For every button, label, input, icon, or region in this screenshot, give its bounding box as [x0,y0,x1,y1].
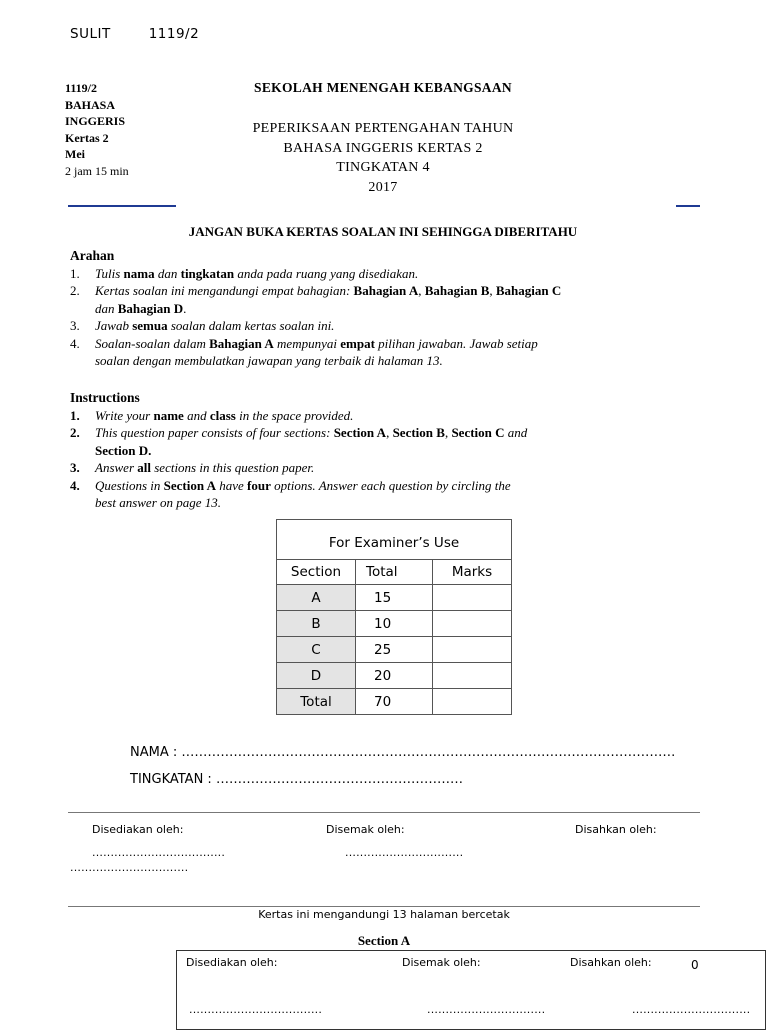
divider [68,812,700,813]
marks-cell[interactable] [433,611,512,637]
examiner-table-header [277,560,512,585]
exam-name: PEPERIKSAAN PERTENGAHAN TAHUN [252,121,514,136]
item-number: 4. [70,335,80,351]
form-field[interactable]: TINGKATAN : ………………………………………………… [130,772,463,787]
approved-by-signature-line[interactable]: ................................ [70,861,189,874]
item-text-part: and [183,407,210,423]
item-text-part: Jawab [95,318,133,333]
item-text-bold: Section B [392,425,445,440]
item-text-bold: empat [340,335,375,351]
item-text-bold: all [137,460,151,475]
item-text-bold: Bahagian A [353,283,419,298]
instruction-item [70,424,527,442]
section-cell: C [277,637,356,663]
item-text-part: options. Answer each question by circling the [270,477,511,493]
item-number [70,494,95,512]
page-marker: 0 [691,958,699,972]
meta-subject-1: BAHASA [65,97,116,112]
item-text-bold: semua [132,318,168,333]
item-text-part: sections in this question paper. [150,460,315,475]
total-cell: 25 [356,637,433,663]
arahan-title: Arahan [70,248,115,263]
approved-by-signature-line[interactable]: ................................ [632,1003,751,1016]
item-text-bold: Bahagian A [209,335,274,351]
section-cell: B [277,611,356,637]
prepared-by-signature-line[interactable]: .................................... [92,846,226,859]
item-text-bold: tingkatan [180,265,235,281]
item-number [70,300,95,318]
divider [68,906,700,907]
exam-year: 2017 [368,179,398,195]
paper-code: 1119/2 [148,26,200,42]
item-text-bold: Bahagian B [424,283,490,298]
meta-duration: 2 jam 15 min [65,163,129,178]
arahan-item [70,335,561,353]
col-header-marks: Marks [433,560,512,585]
col-header-total: Total [356,560,433,585]
prepared-by-label: Disediakan oleh: [92,823,184,836]
arahan-item [70,265,561,283]
exam-subject: BAHASA INGGERIS KERTAS 2 [283,140,483,156]
arahan-item [70,282,561,300]
item-text-part: , [386,425,393,440]
item-number [70,442,95,460]
meta-subject-2: INGGERIS [65,114,126,128]
meta-code: 1119/2 [65,81,98,95]
table-row [277,585,512,611]
item-text-part: This question paper consists of four sections: [95,425,334,440]
item-text-part: dan [95,300,118,316]
prepared-by-signature-line[interactable]: .................................... [189,1003,323,1016]
item-text-part: , [444,425,452,440]
instruction-item-continuation [70,442,527,460]
item-number [70,352,95,370]
instruction-item [70,477,527,495]
instruction-item-continuation [70,494,527,512]
item-text [95,317,334,335]
total-cell: 70 [356,689,433,715]
marks-cell[interactable] [433,637,512,663]
header-rule-left [68,205,176,207]
school-name: SEKOLAH MENENGAH KEBANGSAAN [254,80,512,95]
checked-by-signature-line[interactable]: ................................ [345,846,464,859]
item-text-part: in the space provided. [235,407,354,423]
total-cell: 10 [356,611,433,637]
item-text [95,442,151,460]
item-text-part: pilihan jawaban. Jawab setiap [374,335,538,351]
item-text-part: Write your [95,407,154,423]
item-text-part: mempunyai [273,335,341,351]
instruction-item [70,459,527,477]
item-text [95,477,511,495]
checked-by-label: Disemak oleh: [402,956,481,969]
item-text-part: Kertas soalan ini mengandungi empat bahagian: [95,283,354,298]
sulit-header [70,26,237,42]
exam-title-block [40,119,726,197]
item-text [95,424,527,442]
item-text-part: . [183,300,187,316]
col-header-section: Section [277,560,356,585]
item-text-bold: name [153,407,184,423]
item-text-bold: Section A [163,477,216,493]
item-text-part: , [418,283,425,298]
sulit-label: SULIT [70,26,111,42]
item-text-part: dan [154,265,181,281]
table-total-row [277,689,512,715]
item-text-part: , [489,283,496,298]
item-text-part: Soalan-soalan dalam [95,335,210,351]
marks-cell[interactable] [433,689,512,715]
item-number: 2. [70,425,80,440]
item-text [95,335,538,353]
item-text-part: Answer [95,460,138,475]
item-text [95,407,353,425]
item-number: 3. [70,318,80,333]
item-text-bold: Section A [333,425,387,440]
meta-paper: Kertas 2 [65,130,109,145]
item-number: 1. [70,407,80,423]
item-text-bold: Section C [451,425,505,440]
table-row [277,637,512,663]
examiner-table-caption: For Examiner’s Use [277,520,512,560]
checked-by-signature-line[interactable]: ................................ [427,1003,546,1016]
item-text-bold: Bahagian D [117,300,184,316]
approved-by-label: Disahkan oleh: [575,823,657,836]
instructions-title: Instructions [70,390,140,405]
item-text-bold: nama [123,265,155,281]
table-row [277,611,512,637]
item-text [95,459,314,477]
item-text-part: Tulis [95,265,124,281]
meta-month: Mei [65,147,85,161]
marks-cell[interactable] [433,663,512,689]
item-text-part: have [216,477,248,493]
section-a-title: Section A [357,933,411,948]
item-text-bold: class [209,407,236,423]
exam-form: TINGKATAN 4 [336,160,430,175]
item-text [95,265,418,283]
marks-cell[interactable] [433,585,512,611]
item-text-part: best answer on page 13. [95,495,222,510]
name-field[interactable]: NAMA : …………………………………………………………………………………………………… [130,745,676,760]
instruction-item [70,407,527,425]
item-text [95,494,221,512]
arahan-item [70,317,561,335]
instructions-section [70,389,527,512]
item-text-part: soalan dalam kertas soalan ini. [167,318,335,333]
examiner-use-table [276,519,512,715]
item-number: 4. [70,477,80,493]
total-cell: 15 [356,585,433,611]
item-text-part: soalan dengan membulatkan jawapan yang terbaik di halaman 13. [95,353,443,368]
arahan-section [70,247,561,370]
item-text-bold: Section D. [95,442,152,458]
checked-by-label: Disemak oleh: [326,823,405,836]
section-cell: A [277,585,356,611]
prepared-by-label: Disediakan oleh: [186,956,278,969]
item-text [95,352,443,370]
item-text [95,282,561,300]
section-cell: Total [277,689,356,715]
item-text-part: Questions in [95,477,164,493]
arahan-item-continuation [70,300,561,318]
section-cell: D [277,663,356,689]
table-row [277,663,512,689]
item-text-part: anda pada ruang yang disediakan. [234,265,419,281]
header-rule-right [676,205,700,207]
arahan-item-continuation [70,352,561,370]
item-text-bold: Bahagian C [495,283,562,298]
item-text-part: and [504,425,528,440]
item-number: 1. [70,265,80,281]
item-text-bold: four [247,477,271,493]
approved-by-label: Disahkan oleh: [570,956,652,969]
item-number: 3. [70,460,80,475]
do-not-open-warning: JANGAN BUKA KERTAS SOALAN INI SEHINGGA DIBERITAHU [188,224,578,239]
page-count-note: Kertas ini mengandungi 13 halaman bercetak [258,908,510,921]
signature-box [176,950,766,1030]
total-cell: 20 [356,663,433,689]
item-number: 2. [70,283,80,298]
item-text [95,300,186,318]
